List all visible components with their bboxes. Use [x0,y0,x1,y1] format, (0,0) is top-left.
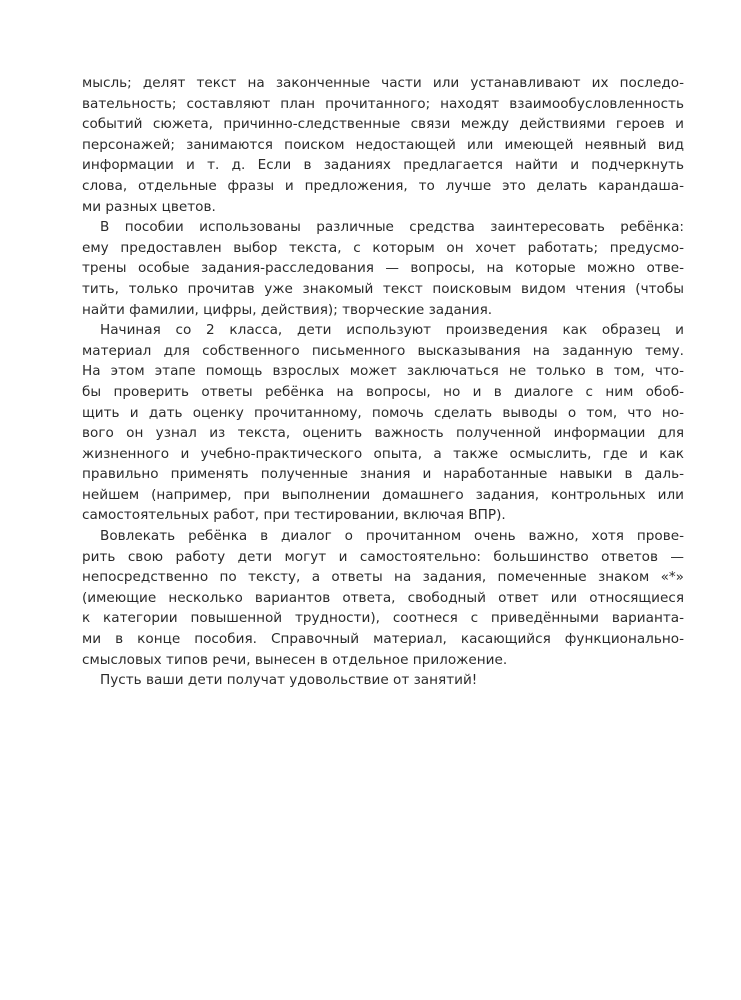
paragraph [82,217,684,320]
text-line: ми разных цветов. [82,198,216,215]
paragraph [82,526,684,670]
text-line: ми в конце пособия. Справочный материал, касающийся функционально- [82,631,684,648]
text-line: персонажей; занимаются поиском недостающей или имеющей неявный вид [82,136,684,153]
text-line: В пособии использованы различные средства заинтересовать ребёнка: [100,219,684,236]
text-line: информации и т. д. Если в заданиях предлагается найти и подчеркнуть [82,157,684,174]
text-line: мысль; делят текст на законченные части или устанавливают их последо- [82,75,684,91]
text-line: материал для собственного письменного высказывания на заданную тему. [82,342,684,359]
text-line: Пусть ваши дети получат удовольствие от занятий! [100,672,478,689]
text-line: слова, отдельные фразы и предложения, то лучше это делать карандаша- [82,177,684,194]
text-line: смысловых типов речи, вынесен в отдельное приложение. [82,651,508,668]
text-line: ему предоставлен выбор текста, с которым он хочет работать; предусмо- [82,239,684,256]
text-line: жизненного и учебно-практического опыта, а также осмыслить, где и как [82,445,684,462]
paragraph [82,320,684,526]
text-line: (имеющие несколько вариантов ответа, свободный ответ или относящиеся [82,589,684,606]
text-line: вого он узнал из текста, оценить важность полученной информации для [82,425,684,442]
text-line: щить и дать оценку прочитанному, помочь сделать выводы о том, что но- [82,404,684,421]
paragraph [82,73,684,217]
paragraph [82,670,684,691]
text-line: событий сюжета, причинно-следственные связи между действиями героев и [82,116,684,133]
document-page [82,73,684,691]
text-line: тить, только прочитав уже знакомый текст поисковым видом чтения (чтобы [82,280,684,297]
text-line: вательность; составляют план прочитанного; находят взаимообусловленность [82,95,684,112]
text-line: самостоятельных работ, при тестировании, включая ВПР). [82,507,506,524]
text-line: бы проверить ответы ребёнка на вопросы, но и в диалоге с ним обоб- [82,383,684,400]
text-line: На этом этапе помощь взрослых может заключаться не только в том, что- [82,363,684,380]
text-line: трены особые задания-расследования — вопросы, на которые можно отве- [82,260,684,277]
text-line: Вовлекать ребёнка в диалог о прочитанном очень важно, хотя прове- [100,528,684,545]
text-line: правильно применять полученные знания и наработанные навыки в даль- [82,466,684,483]
text-line: непосредственно по тексту, а ответы на задания, помеченные знаком «*» [82,569,684,586]
text-line: Начиная со 2 класса, дети используют произведения как образец и [100,322,684,339]
text-line: найти фамилии, цифры, действия); творческие задания. [82,301,493,318]
text-line: к категории повышенной трудности), соотнеся с приведёнными варианта- [82,610,684,627]
text-line: рить свою работу дети могут и самостоятельно: большинство ответов — [82,548,684,565]
text-line: нейшем (например, при выполнении домашнего задания, контрольных или [82,486,684,503]
